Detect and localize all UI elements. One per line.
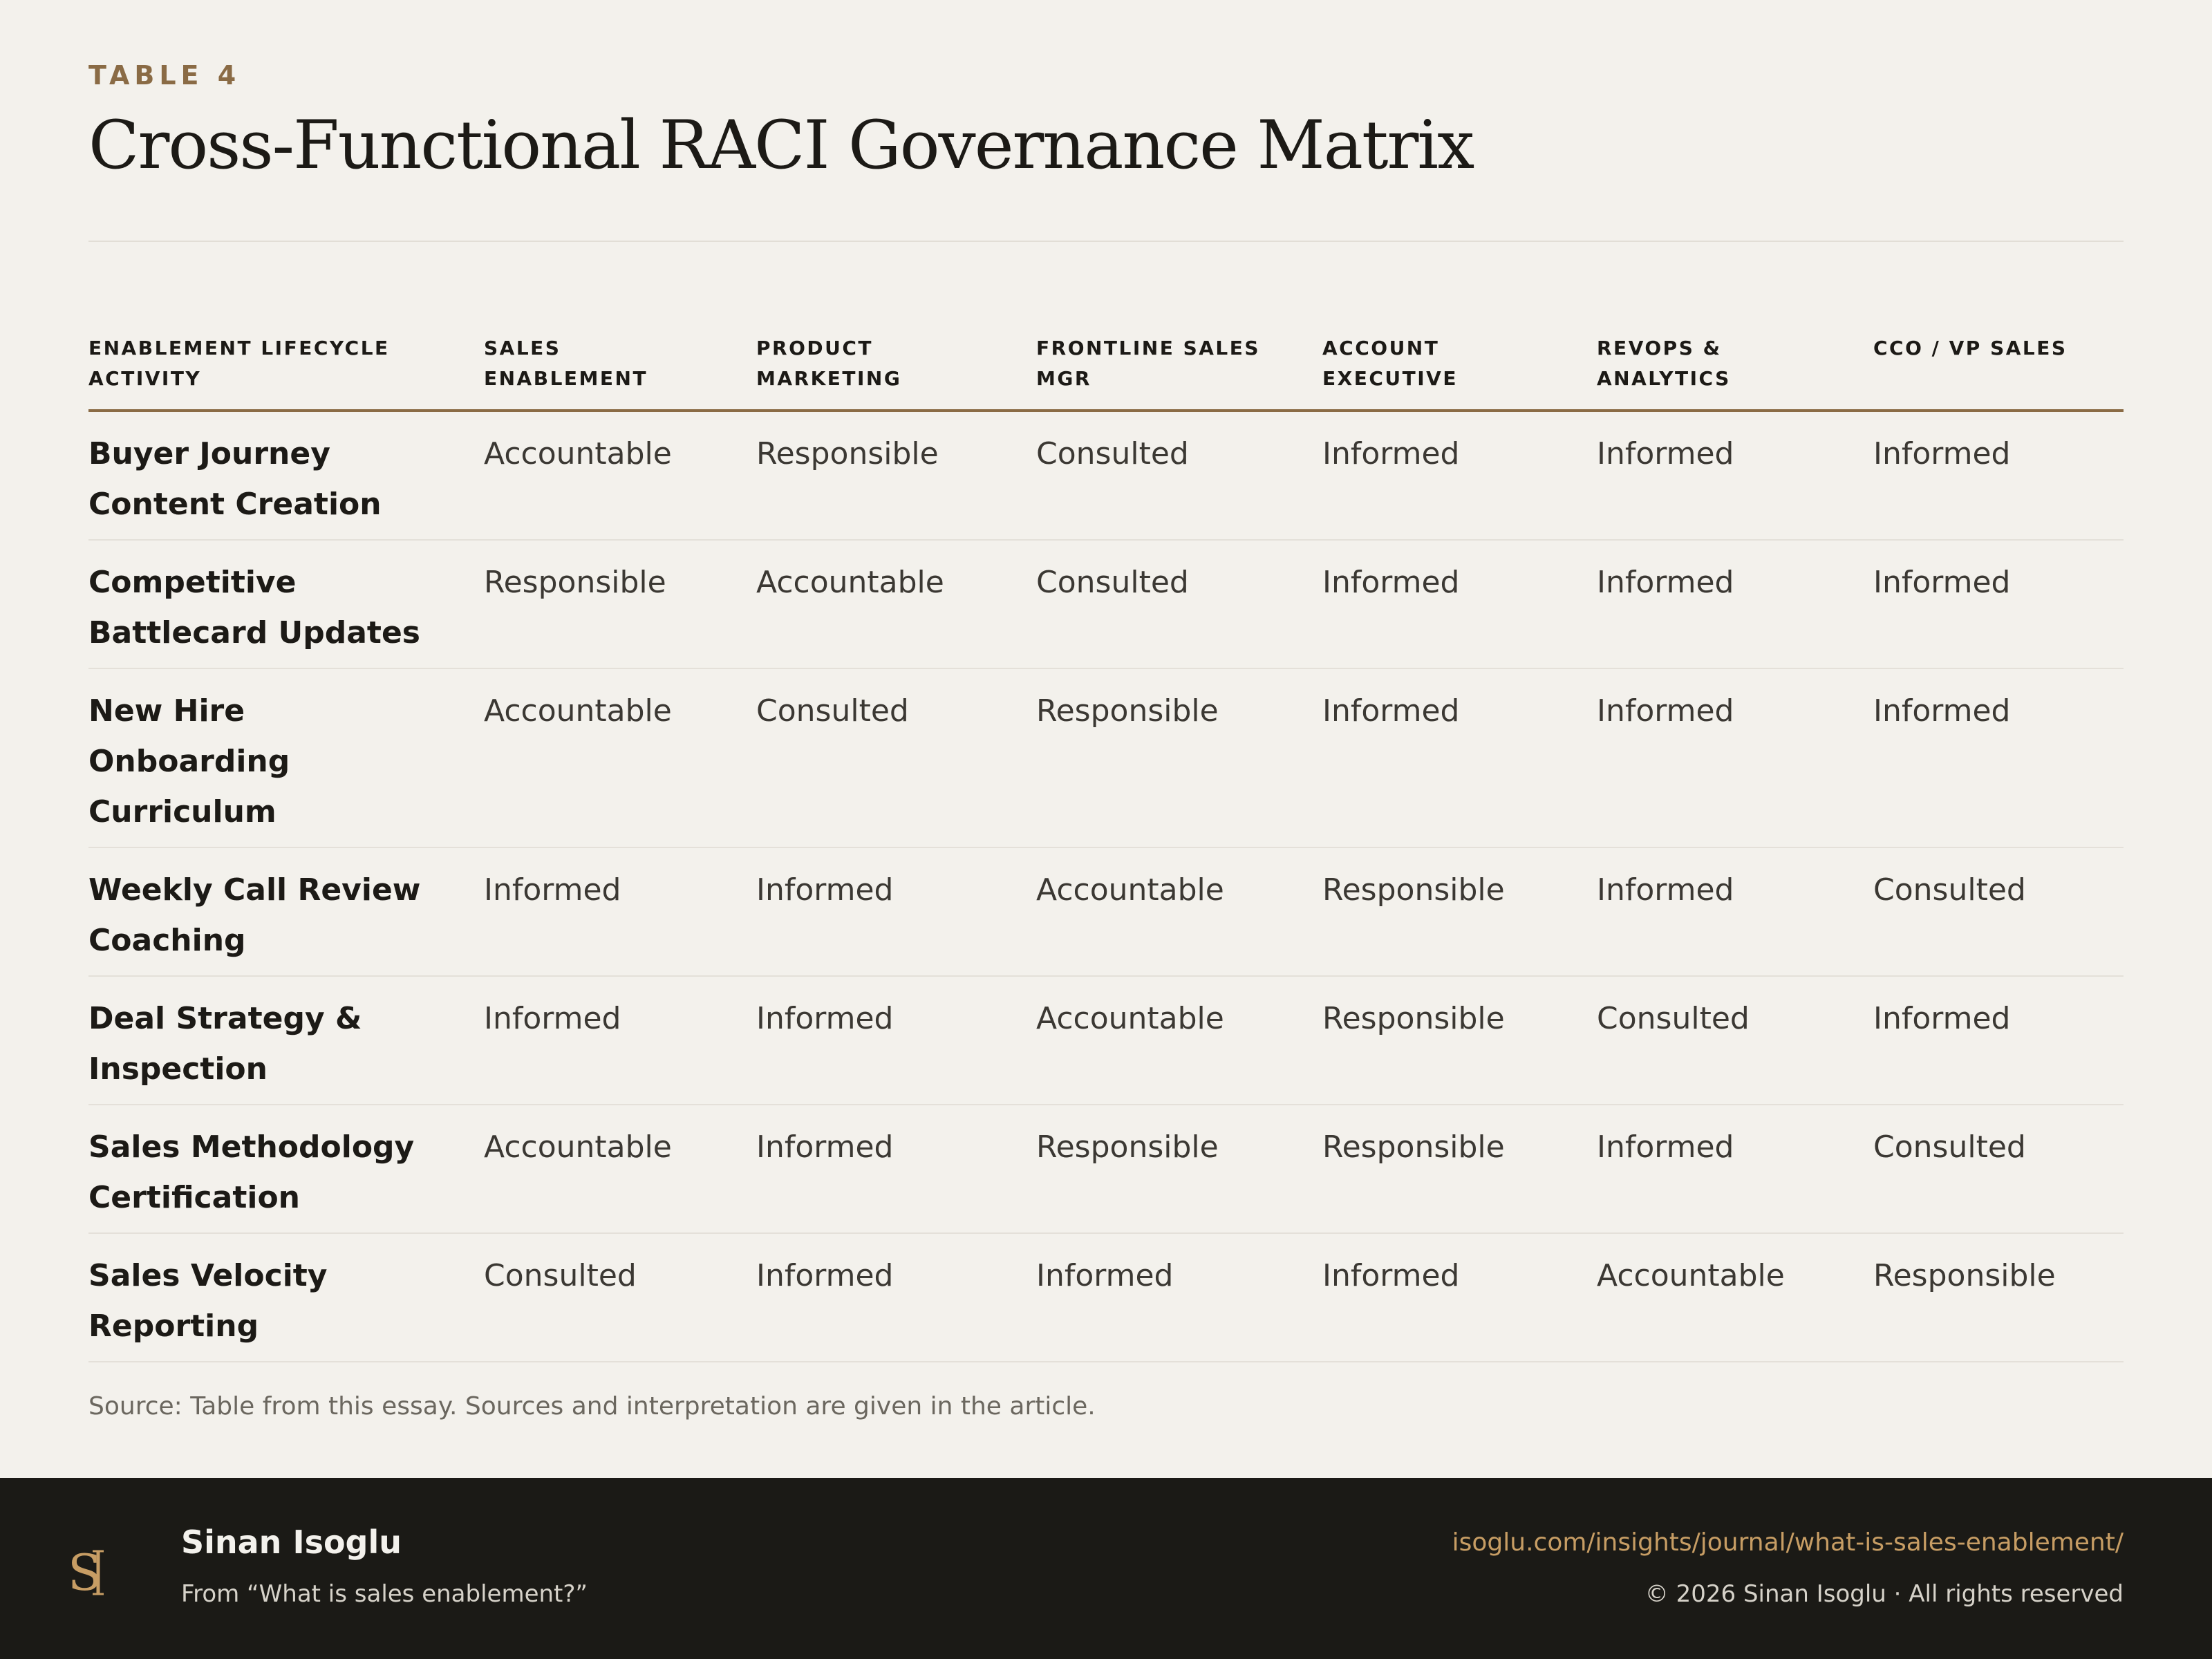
role-cell: Responsible [1036,668,1322,847]
role-cell: Responsible [1322,1105,1597,1233]
role-cell: Informed [1322,668,1597,847]
role-cell: Informed [1873,668,2124,847]
table-row [88,540,2124,668]
role-cell: Informed [484,976,756,1105]
role-cell: Informed [1873,976,2124,1105]
role-cell: Informed [1597,411,1873,540]
role-cell: Informed [484,847,756,976]
article-link[interactable]: isoglu.com/insights/journal/what-is-sales-enablement/ [1452,1528,2124,1557]
activity-cell: Sales Methodology Certification [88,1105,484,1233]
page-title: Cross-Functional RACI Governance Matrix [88,106,1474,184]
role-cell: Informed [1873,411,2124,540]
author-name: Sinan Isoglu [181,1524,402,1561]
role-cell: Consulted [1873,1105,2124,1233]
table-row [88,1233,2124,1362]
role-cell: Consulted [484,1233,756,1362]
role-cell: Accountable [484,1105,756,1233]
role-cell: Informed [756,1233,1036,1362]
column-header-frontline-sales-mgr: FRONTLINE SALES MGR [1036,325,1322,411]
role-cell: Informed [756,847,1036,976]
role-cell: Responsible [1036,1105,1322,1233]
role-cell: Accountable [1036,976,1322,1105]
role-cell: Consulted [1036,540,1322,668]
activity-cell: Deal Strategy & Inspection [88,976,484,1105]
role-cell: Accountable [484,668,756,847]
table-row [88,1105,2124,1233]
role-cell: Informed [1873,540,2124,668]
role-cell: Informed [1597,1105,1873,1233]
footer [0,1478,2212,1659]
role-cell: Accountable [1597,1233,1873,1362]
table-row [88,411,2124,540]
role-cell: Responsible [756,411,1036,540]
activity-cell: Weekly Call Review Coaching [88,847,484,976]
si-monogram-icon [64,1541,119,1604]
table-row [88,847,2124,976]
role-cell: Consulted [756,668,1036,847]
role-cell: Informed [756,1105,1036,1233]
column-header-account-executive: ACCOUNT EXECUTIVE [1322,325,1597,411]
svg-text:S: S [68,1544,102,1602]
role-cell: Accountable [484,411,756,540]
role-cell: Responsible [1322,976,1597,1105]
table-eyebrow: TABLE 4 [88,60,241,91]
role-cell: Informed [1322,540,1597,668]
activity-cell: Competitive Battlecard Updates [88,540,484,668]
column-header-revops-analytics: REVOPS & ANALYTICS [1597,325,1873,411]
title-divider [88,241,2124,242]
role-cell: Responsible [1322,847,1597,976]
role-cell: Informed [1597,668,1873,847]
role-cell: Informed [1597,540,1873,668]
role-cell: Informed [1322,1233,1597,1362]
table-row [88,668,2124,847]
copyright-notice: © 2026 Sinan Isoglu · All rights reserved [1644,1580,2124,1608]
role-cell: Informed [1322,411,1597,540]
table-header-row [88,325,2124,411]
activity-cell: Sales Velocity Reporting [88,1233,484,1362]
column-header-product-marketing: PRODUCT MARKETING [756,325,1036,411]
raci-table [88,325,2124,1362]
role-cell: Responsible [1873,1233,2124,1362]
role-cell: Accountable [756,540,1036,668]
role-cell: Accountable [1036,847,1322,976]
role-cell: Informed [756,976,1036,1105]
column-header-activity: ENABLEMENT LIFECYCLE ACTIVITY [88,325,484,411]
role-cell: Consulted [1036,411,1322,540]
role-cell: Responsible [484,540,756,668]
role-cell: Informed [1036,1233,1322,1362]
article-reference: From “What is sales enablement?” [181,1580,588,1608]
source-note: Source: Table from this essay. Sources and interpretation are given in the article. [88,1392,1096,1421]
role-cell: Consulted [1597,976,1873,1105]
table-row [88,976,2124,1105]
activity-cell: New Hire Onboarding Curriculum [88,668,484,847]
role-cell: Consulted [1873,847,2124,976]
role-cell: Informed [1597,847,1873,976]
activity-cell: Buyer Journey Content Creation [88,411,484,540]
column-header-sales-enablement: SALES ENABLEMENT [484,325,756,411]
column-header-cco-vp-sales: CCO / VP SALES [1873,325,2124,411]
